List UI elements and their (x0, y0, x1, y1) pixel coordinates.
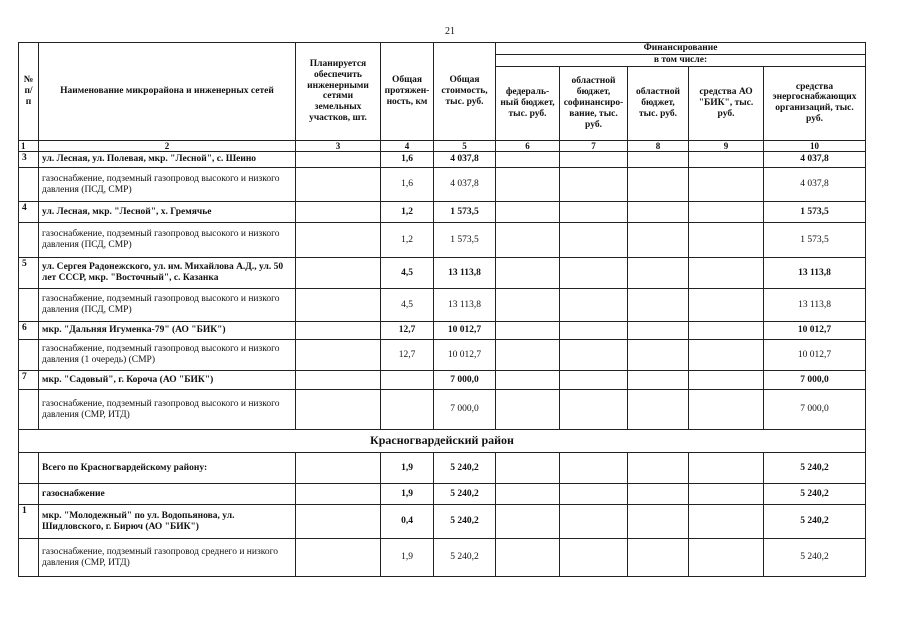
header-regional-cofinancing: областной бюджет, софинансиро-вание, тыс. руб. (560, 66, 628, 140)
row-federal (496, 152, 560, 168)
row-number (19, 289, 39, 322)
row-length: 1,9 (381, 484, 434, 505)
table-row (19, 539, 866, 577)
row-number (19, 223, 39, 258)
header-federal: федераль-ный бюджет, тыс. руб. (496, 66, 560, 140)
row-regional-cofinancing (560, 505, 628, 539)
column-number: 2 (39, 140, 296, 151)
table-row-heading (19, 258, 866, 289)
row-energy-orgs: 5 240,2 (764, 539, 866, 577)
row-regional-cofinancing (560, 453, 628, 484)
column-number: 4 (381, 140, 434, 151)
column-number: 7 (560, 140, 628, 151)
row-length: 4,5 (381, 258, 434, 289)
table-row (19, 223, 866, 258)
row-length: 1,9 (381, 453, 434, 484)
row-regional-cofinancing (560, 258, 628, 289)
row-total-cost: 7 000,0 (434, 371, 496, 390)
row-federal (496, 539, 560, 577)
row-total-cost: 13 113,8 (434, 289, 496, 322)
row-energy-orgs: 5 240,2 (764, 505, 866, 539)
row-bik-funds (689, 289, 764, 322)
row-name: мкр. "Дальняя Игуменка-79" (АО "БИК") (39, 322, 296, 340)
table-row (19, 390, 866, 430)
row-total-cost: 5 240,2 (434, 484, 496, 505)
row-regional (628, 289, 689, 322)
row-energy-orgs: 5 240,2 (764, 484, 866, 505)
row-regional-cofinancing (560, 168, 628, 202)
row-regional-cofinancing (560, 223, 628, 258)
row-energy-orgs: 5 240,2 (764, 453, 866, 484)
row-federal (496, 484, 560, 505)
row-regional-cofinancing (560, 539, 628, 577)
table-row-heading (19, 453, 866, 484)
row-energy-orgs: 13 113,8 (764, 289, 866, 322)
row-units (296, 390, 381, 430)
row-regional (628, 505, 689, 539)
column-number: 5 (434, 140, 496, 151)
row-number: 4 (19, 202, 39, 223)
column-number: 8 (628, 140, 689, 151)
row-units (296, 322, 381, 340)
row-units (296, 371, 381, 390)
row-regional (628, 539, 689, 577)
column-number: 9 (689, 140, 764, 151)
row-regional (628, 322, 689, 340)
row-number: 6 (19, 322, 39, 340)
row-regional-cofinancing (560, 322, 628, 340)
row-name: газоснабжение (39, 484, 296, 505)
row-bik-funds (689, 223, 764, 258)
column-number-row (19, 140, 866, 151)
row-federal (496, 223, 560, 258)
section-row (19, 430, 866, 453)
header-total-cost: Общая стоимость, тыс. руб. (434, 43, 496, 141)
row-units (296, 258, 381, 289)
row-units (296, 505, 381, 539)
row-bik-funds (689, 539, 764, 577)
table-row-heading (19, 152, 866, 168)
page-number: 21 (445, 26, 455, 37)
row-energy-orgs: 1 573,5 (764, 223, 866, 258)
table-row-heading (19, 371, 866, 390)
row-energy-orgs: 7 000,0 (764, 371, 866, 390)
row-regional (628, 453, 689, 484)
row-regional (628, 484, 689, 505)
header-length: Общая протяжен-ность, км (381, 43, 434, 141)
row-number (19, 539, 39, 577)
header-regional: областной бюджет, тыс. руб. (628, 66, 689, 140)
row-length: 1,2 (381, 223, 434, 258)
row-energy-orgs: 10 012,7 (764, 322, 866, 340)
header-including: в том числе: (496, 54, 866, 66)
row-total-cost: 7 000,0 (434, 390, 496, 430)
row-name: газоснабжение, подземный газопровод высокого и низкого давления (СМР, ИТД) (39, 390, 296, 430)
row-bik-funds (689, 390, 764, 430)
row-bik-funds (689, 258, 764, 289)
financing-table (18, 42, 866, 577)
row-energy-orgs: 1 573,5 (764, 202, 866, 223)
row-number (19, 340, 39, 371)
row-units (296, 484, 381, 505)
row-total-cost: 4 037,8 (434, 152, 496, 168)
row-bik-funds (689, 202, 764, 223)
row-regional-cofinancing (560, 340, 628, 371)
row-length (381, 371, 434, 390)
row-regional (628, 223, 689, 258)
row-units (296, 340, 381, 371)
row-total-cost: 5 240,2 (434, 453, 496, 484)
header-financing: Финансирование (496, 43, 866, 55)
row-bik-funds (689, 371, 764, 390)
table-row (19, 289, 866, 322)
row-total-cost: 10 012,7 (434, 340, 496, 371)
row-name: газоснабжение, подземный газопровод высокого и низкого давления (ПСД, СМР) (39, 168, 296, 202)
table-row-heading (19, 484, 866, 505)
row-units (296, 539, 381, 577)
row-total-cost: 1 573,5 (434, 202, 496, 223)
row-units (296, 453, 381, 484)
row-units (296, 289, 381, 322)
row-total-cost: 10 012,7 (434, 322, 496, 340)
row-name: Всего по Красногвардейскому району: (39, 453, 296, 484)
row-regional (628, 340, 689, 371)
row-federal (496, 371, 560, 390)
row-units (296, 152, 381, 168)
row-federal (496, 168, 560, 202)
column-number: 10 (764, 140, 866, 151)
row-name: мкр. "Молодежный" по ул. Водопьянова, ул. Шидловского, г. Бирюч (АО "БИК") (39, 505, 296, 539)
column-number: 6 (496, 140, 560, 151)
row-regional (628, 390, 689, 430)
row-federal (496, 202, 560, 223)
row-name: газоснабжение, подземный газопровод высокого и низкого давления (ПСД, СМР) (39, 289, 296, 322)
row-units (296, 168, 381, 202)
section-title: Красногвардейский район (19, 430, 866, 453)
row-federal (496, 340, 560, 371)
row-name: газоснабжение, подземный газопровод высокого и низкого давления (1 очередь) (СМР) (39, 340, 296, 371)
row-regional (628, 152, 689, 168)
row-regional-cofinancing (560, 484, 628, 505)
row-total-cost: 13 113,8 (434, 258, 496, 289)
row-number (19, 453, 39, 484)
row-total-cost: 5 240,2 (434, 539, 496, 577)
row-name: ул. Сергея Радонежского, ул. им. Михайлова А.Д., ул. 50 лет СССР, мкр. "Восточный", с. Казанка (39, 258, 296, 289)
row-length: 4,5 (381, 289, 434, 322)
row-length: 0,4 (381, 505, 434, 539)
row-name: мкр. "Садовый", г. Короча (АО "БИК") (39, 371, 296, 390)
row-number: 3 (19, 152, 39, 168)
row-length: 1,6 (381, 168, 434, 202)
header-energy-orgs: средства энергоснабжающих организаций, тыс. руб. (764, 66, 866, 140)
row-federal (496, 505, 560, 539)
table-row (19, 168, 866, 202)
row-name: газоснабжение, подземный газопровод среднего и низкого давления (СМР, ИТД) (39, 539, 296, 577)
row-regional-cofinancing (560, 289, 628, 322)
row-name: газоснабжение, подземный газопровод высокого и низкого давления (ПСД, СМР) (39, 223, 296, 258)
row-units (296, 223, 381, 258)
row-number: 1 (19, 505, 39, 539)
row-total-cost: 1 573,5 (434, 223, 496, 258)
row-name: ул. Лесная, ул. Полевая, мкр. "Лесной", с. Шеино (39, 152, 296, 168)
row-federal (496, 322, 560, 340)
row-regional (628, 202, 689, 223)
row-energy-orgs: 10 012,7 (764, 340, 866, 371)
row-length: 1,9 (381, 539, 434, 577)
row-regional (628, 168, 689, 202)
row-length (381, 390, 434, 430)
header-name: Наименование микрорайона и инженерных сетей (39, 43, 296, 141)
row-length: 12,7 (381, 340, 434, 371)
row-length: 12,7 (381, 322, 434, 340)
row-regional-cofinancing (560, 390, 628, 430)
row-federal (496, 289, 560, 322)
row-regional-cofinancing (560, 152, 628, 168)
row-bik-funds (689, 340, 764, 371)
row-federal (496, 390, 560, 430)
row-federal (496, 258, 560, 289)
column-number: 3 (296, 140, 381, 151)
row-regional-cofinancing (560, 202, 628, 223)
row-federal (496, 453, 560, 484)
column-number: 1 (19, 140, 39, 151)
table-row-heading (19, 202, 866, 223)
row-regional-cofinancing (560, 371, 628, 390)
row-number: 7 (19, 371, 39, 390)
row-number: 5 (19, 258, 39, 289)
row-energy-orgs: 4 037,8 (764, 168, 866, 202)
row-number (19, 484, 39, 505)
row-bik-funds (689, 152, 764, 168)
row-bik-funds (689, 505, 764, 539)
header-bik-funds: средства АО "БИК", тыс. руб. (689, 66, 764, 140)
row-energy-orgs: 4 037,8 (764, 152, 866, 168)
row-name: ул. Лесная, мкр. "Лесной", х. Гремячье (39, 202, 296, 223)
table-row (19, 340, 866, 371)
row-total-cost: 4 037,8 (434, 168, 496, 202)
row-units (296, 202, 381, 223)
row-energy-orgs: 7 000,0 (764, 390, 866, 430)
table-row-heading (19, 322, 866, 340)
row-total-cost: 5 240,2 (434, 505, 496, 539)
row-regional (628, 258, 689, 289)
row-length: 1,2 (381, 202, 434, 223)
row-energy-orgs: 13 113,8 (764, 258, 866, 289)
row-bik-funds (689, 484, 764, 505)
header-number: № п/п (19, 43, 39, 141)
table-row-heading (19, 505, 866, 539)
row-regional (628, 371, 689, 390)
row-bik-funds (689, 168, 764, 202)
header-units: Планируется обеспечить инженерными сетями земельных участков, шт. (296, 43, 381, 141)
row-number (19, 390, 39, 430)
row-bik-funds (689, 453, 764, 484)
row-number (19, 168, 39, 202)
row-length: 1,6 (381, 152, 434, 168)
row-bik-funds (689, 322, 764, 340)
